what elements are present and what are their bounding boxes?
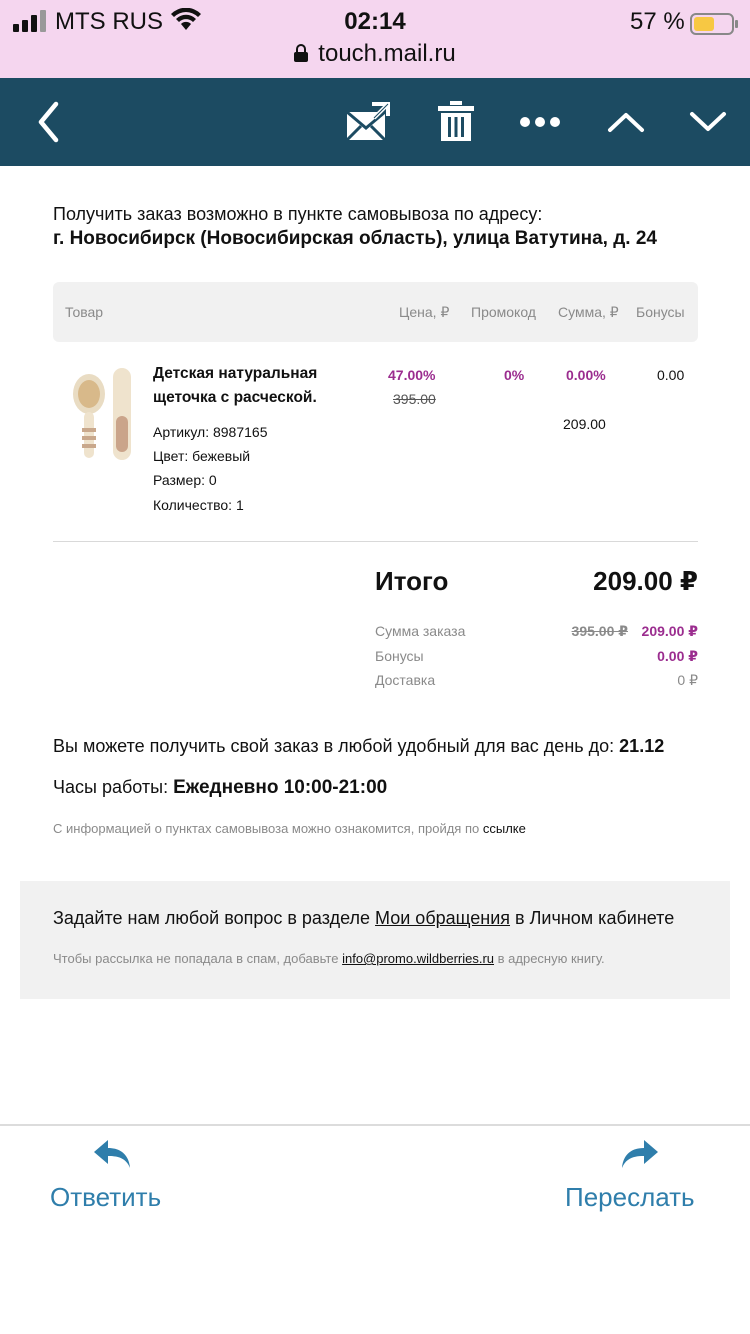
bonuses-value: 0.00 ₽ bbox=[657, 648, 698, 664]
header-product: Товар bbox=[65, 304, 104, 320]
sum-discount: 0.00% bbox=[566, 367, 606, 383]
order-sum-label: Сумма заказа bbox=[375, 623, 466, 639]
bonuses-label: Бонусы bbox=[375, 648, 424, 664]
divider bbox=[53, 541, 698, 542]
forward-icon bbox=[620, 1138, 660, 1170]
trash-icon bbox=[438, 101, 474, 143]
bottom-divider bbox=[0, 1124, 750, 1126]
product-article: Артикул: 8987165 bbox=[153, 424, 268, 440]
order-table-header bbox=[53, 282, 698, 342]
order-sum-new: 209.00 ₽ bbox=[641, 623, 698, 639]
url-bar[interactable] bbox=[0, 40, 750, 68]
spam-note-before: Чтобы рассылка не попадала в спам, добавьте bbox=[53, 951, 339, 966]
status-bar bbox=[0, 0, 750, 78]
mail-toolbar bbox=[0, 78, 750, 166]
mail-move-icon bbox=[344, 102, 392, 142]
more-button[interactable] bbox=[512, 78, 568, 166]
back-button[interactable] bbox=[20, 78, 76, 166]
sum-value: 209.00 bbox=[563, 416, 606, 432]
my-requests-link[interactable]: Мои обращения bbox=[375, 908, 511, 928]
clock: 02:14 bbox=[344, 8, 406, 35]
support-text-before: Задайте нам любой вопрос в разделе bbox=[53, 908, 371, 928]
battery-icon bbox=[690, 13, 740, 35]
header-sum: Сумма, ₽ bbox=[558, 304, 619, 320]
pickup-text: Получить заказ возможно в пункте самовывоза по адресу: bbox=[53, 204, 543, 224]
more-icon bbox=[519, 116, 561, 128]
pickup-info-link[interactable]: ссылке bbox=[482, 821, 526, 836]
forward-button[interactable] bbox=[565, 1134, 750, 1224]
chevron-up-icon bbox=[607, 111, 645, 133]
chevron-down-icon bbox=[689, 111, 727, 133]
forward-label: Переслать bbox=[565, 1182, 695, 1212]
chevron-left-icon bbox=[36, 101, 60, 143]
product-image[interactable] bbox=[65, 364, 139, 462]
previous-message-button[interactable] bbox=[598, 78, 654, 166]
hours-label: Часы работы: bbox=[53, 777, 169, 797]
spam-note-after: в адресную книгу. bbox=[497, 951, 605, 966]
reply-label: Ответить bbox=[50, 1182, 162, 1212]
lock-icon bbox=[294, 44, 308, 62]
delivery-row bbox=[375, 672, 698, 692]
price-discount: 47.00% bbox=[388, 367, 436, 383]
spam-note bbox=[53, 951, 605, 966]
hours-value: Ежедневно 10:00-21:00 bbox=[173, 777, 388, 798]
delivery-value: 0 ₽ bbox=[677, 672, 698, 688]
promo-value: 0% bbox=[504, 367, 525, 383]
next-message-button[interactable] bbox=[680, 78, 736, 166]
header-promo: Промокод bbox=[471, 304, 536, 320]
support-text-after: в Личном кабинете bbox=[515, 908, 675, 928]
pickup-info-text: С информацией о пунктах самовывоза можно ознакомится, пройдя по bbox=[53, 821, 480, 836]
move-button[interactable] bbox=[340, 78, 396, 166]
promo-email-link[interactable]: info@promo.wildberries.ru bbox=[342, 951, 495, 966]
total-value: 209.00 ₽ bbox=[593, 566, 698, 596]
deadline-date: 21.12 bbox=[619, 736, 665, 756]
url-text: touch.mail.ru bbox=[318, 40, 456, 67]
carrier-name: MTS RUS bbox=[55, 8, 163, 35]
support-box bbox=[20, 881, 730, 999]
deadline-text bbox=[53, 736, 664, 757]
bonuses-row bbox=[375, 648, 698, 668]
header-price: Цена, ₽ bbox=[399, 304, 450, 320]
product-quantity: Количество: 1 bbox=[153, 497, 244, 513]
reply-icon bbox=[92, 1138, 132, 1170]
product-size: Размер: 0 bbox=[153, 472, 217, 488]
working-hours bbox=[53, 777, 387, 799]
price-old: 395.00 bbox=[393, 391, 436, 407]
pickup-address: г. Новосибирск (Новосибирская область), улица Ватутина, д. 24 bbox=[53, 228, 657, 249]
order-sum-old: 395.00 ₽ bbox=[571, 623, 628, 639]
pickup-info bbox=[53, 821, 526, 836]
order-sum-row bbox=[375, 623, 698, 643]
battery-percent: 57 % bbox=[630, 8, 685, 35]
product-name[interactable]: Детская натуральная щеточка с расческой. bbox=[153, 365, 318, 406]
reply-button[interactable] bbox=[50, 1134, 250, 1224]
product-color: Цвет: бежевый bbox=[153, 448, 251, 464]
delete-button[interactable] bbox=[428, 78, 484, 166]
delivery-label: Доставка bbox=[375, 672, 436, 688]
support-text bbox=[53, 908, 674, 929]
total-label: Итого bbox=[375, 566, 449, 596]
bonus-value: 0.00 bbox=[657, 367, 685, 383]
deadline-label: Вы можете получить свой заказ в любой удобный для вас день до: bbox=[53, 736, 615, 756]
header-bonus: Бонусы bbox=[636, 304, 685, 320]
